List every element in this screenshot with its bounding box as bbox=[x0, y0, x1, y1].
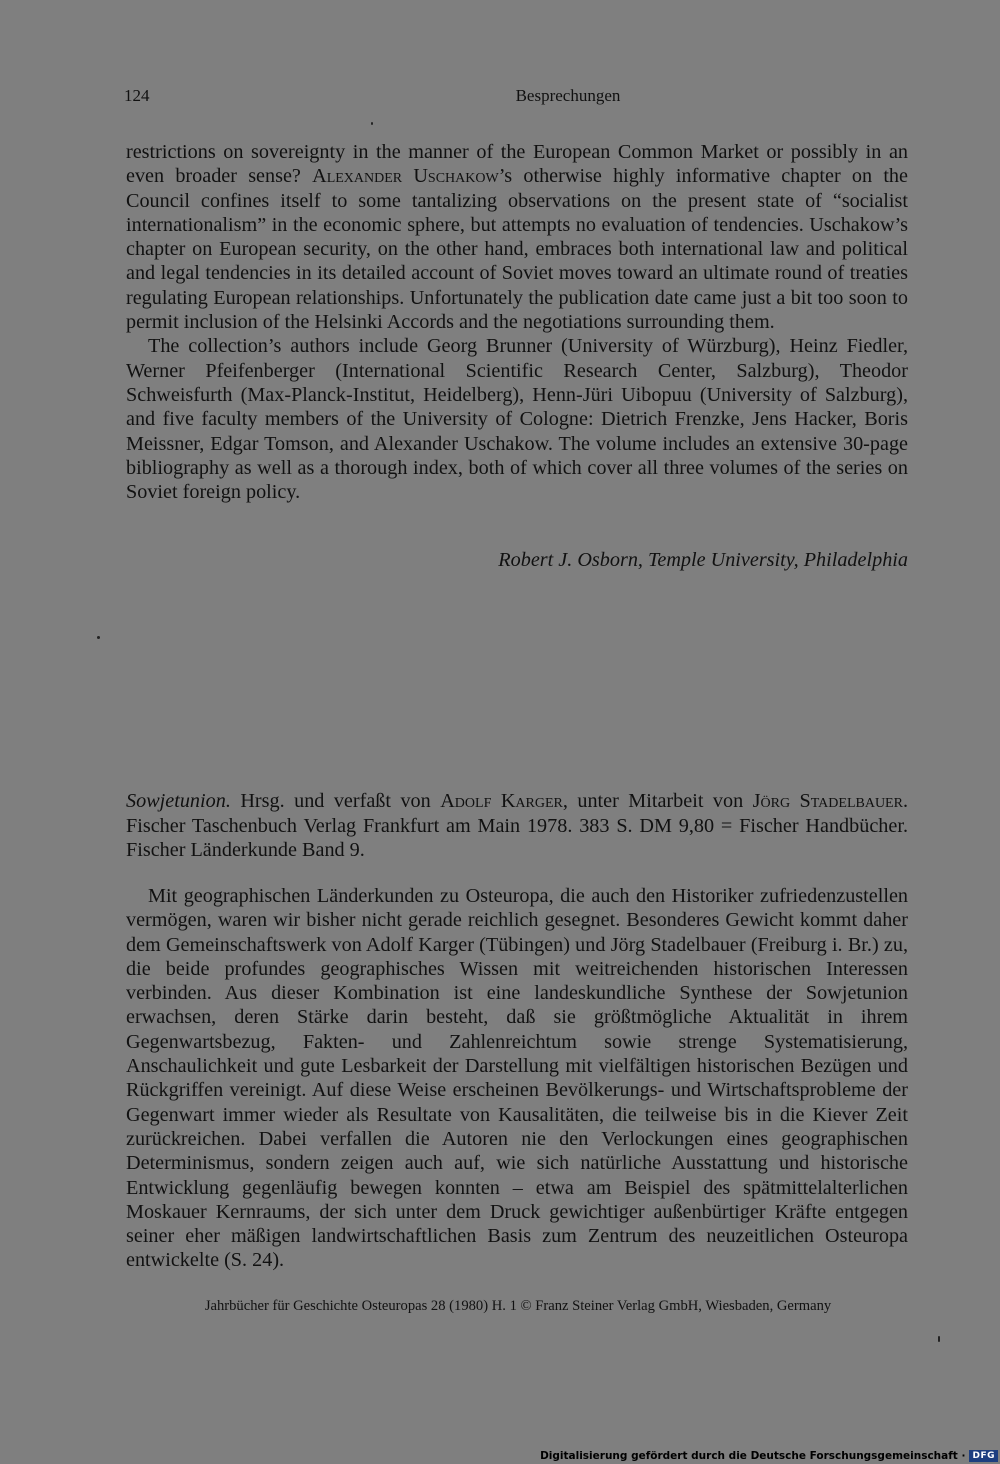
digitization-credit bbox=[540, 1450, 998, 1462]
author-name: Alexander Uschakow bbox=[312, 165, 499, 188]
review-1-text: restrictions on sovereignty in the manner of the European Common Market or possibly in an even broader sense? bbox=[126, 141, 908, 188]
review-2-body bbox=[126, 884, 908, 1273]
review-2-paragraph-1: Mit geographischen Länderkunden zu Osteuropa, die auch den Historiker zufriedenzustellen vermögen, waren wir bisher nicht gerade reichlich gesegnet. Besonderes Gewicht kommt daher dem Gemeinschaftswerk von Adolf Karger (Tübingen) und Jörg Stadelbauer (Freiburg i. Br.) zu, die beide profundes geographisches Wissen mit weitreichenden historischen Interessen verbinden. Aus dieser Kombination ist eine landeskundliche Synthese der Sowjetunion erwachsen, deren Stärke darin besteht, daß sie größtmögliche Aktualität in ihrem Gegenwartsbezug, Fakten- und Zahlenreichtum sowie strenge Systematisierung, Anschaulichkeit und gute Lesbarkeit der Darstellung mit vielfältigen historischen Bezügen und Rückgriffen vereinigt. Auf diese Weise erscheinen Bevölkerungs- und Wirtschaftsprobleme der Gegenwart immer wieder als Resultate von Kausalitäten, die teilweise bis in die Kiever Zeit zurückreichen. Dabei verfallen die Autoren nie den Verlockungen eines geographischen Determinismus, sondern zeigen auch auf, wie sich natürliche Ausstattung und historische Entwicklung gegenläufig bewegen konnten – etwa am Beispiel des spätmittelalterlichen Moskauer Kernraums, der sich unter dem Druck gewichtiger außenbürtiger Kräfte entgegen seiner eher mäßigen landwirtschaftlichen Basis zum Zentrum des neuzeitlichen Osteuropa entwickelte (S. 24). bbox=[126, 885, 908, 1272]
running-head: Besprechungen bbox=[515, 86, 621, 105]
book-title: Sowjetunion. bbox=[126, 790, 231, 812]
review-1-paragraph-1 bbox=[126, 140, 908, 334]
review-1-paragraph-2: The collection’s authors include Georg Brunner (University of Würzburg), Heinz Fiedler, Werner Pfeifenberger (International Scientific Research Center, Salzburg), Theodor Schweisfurth (Max-Planck-Institut, Heidelberg), Henn-Jüri Uibopuu (University of Salzburg), and five faculty members of the University of Cologne: Dietrich Frenzke, Jens Hacker, Boris Meissner, Edgar Tomson, and Alexander Uschakow. The volume includes an extensive 30-page bibliography as well as a thorough index, both of which cover all three volumes of the series on Soviet foreign policy. bbox=[126, 335, 908, 504]
dfg-logo-icon: DFG bbox=[969, 1450, 998, 1462]
review-1-body bbox=[126, 140, 908, 504]
editor-name: Adolf Karger bbox=[440, 790, 563, 812]
book-citation bbox=[126, 789, 908, 863]
coauthor-name: Jörg Stadelbauer bbox=[752, 790, 903, 812]
page-number: 124 bbox=[124, 86, 150, 105]
citation-text: Hrsg. und verfaßt von bbox=[230, 790, 441, 812]
digitization-text: Digitalisierung gefördert durch die Deutsche Forschungsgemeinschaft · bbox=[540, 1450, 966, 1462]
scan-speck bbox=[97, 636, 100, 639]
citation-text: , unter Mitarbeit von bbox=[562, 790, 753, 812]
journal-footer: Jahrbücher für Geschichte Osteuropas 28 (1980) H. 1 © Franz Steiner Verlag GmbH, Wiesbaden, Germany bbox=[204, 1298, 832, 1314]
citation-text: . Fischer Taschenbuch Verlag Frankfurt am Main 1978. 383 S. DM 9,80 = Fischer Handbücher. Fischer Länderkunde Band 9. bbox=[126, 790, 908, 861]
review-1-text: ’s otherwise highly informative chapter on the Council confines itself to some tantalizing observations on the present state of “socialist internationalism” in the economic sphere, but attempts no evaluation of tendencies. Uschakow’s chapter on European security, on the other hand, embraces both international law and political and legal tendencies in its detailed account of Soviet moves toward an ultimate round of treaties regulating European relationships. Unfortunately the publication date came just a bit too soon to permit inclusion of the Helsinki Accords and the negotiations surrounding them. bbox=[126, 165, 908, 334]
scan-speck bbox=[371, 122, 373, 125]
scan-speck bbox=[938, 1336, 940, 1342]
reviewer-signature: Robert J. Osborn, Temple University, Philadelphia bbox=[498, 549, 908, 571]
